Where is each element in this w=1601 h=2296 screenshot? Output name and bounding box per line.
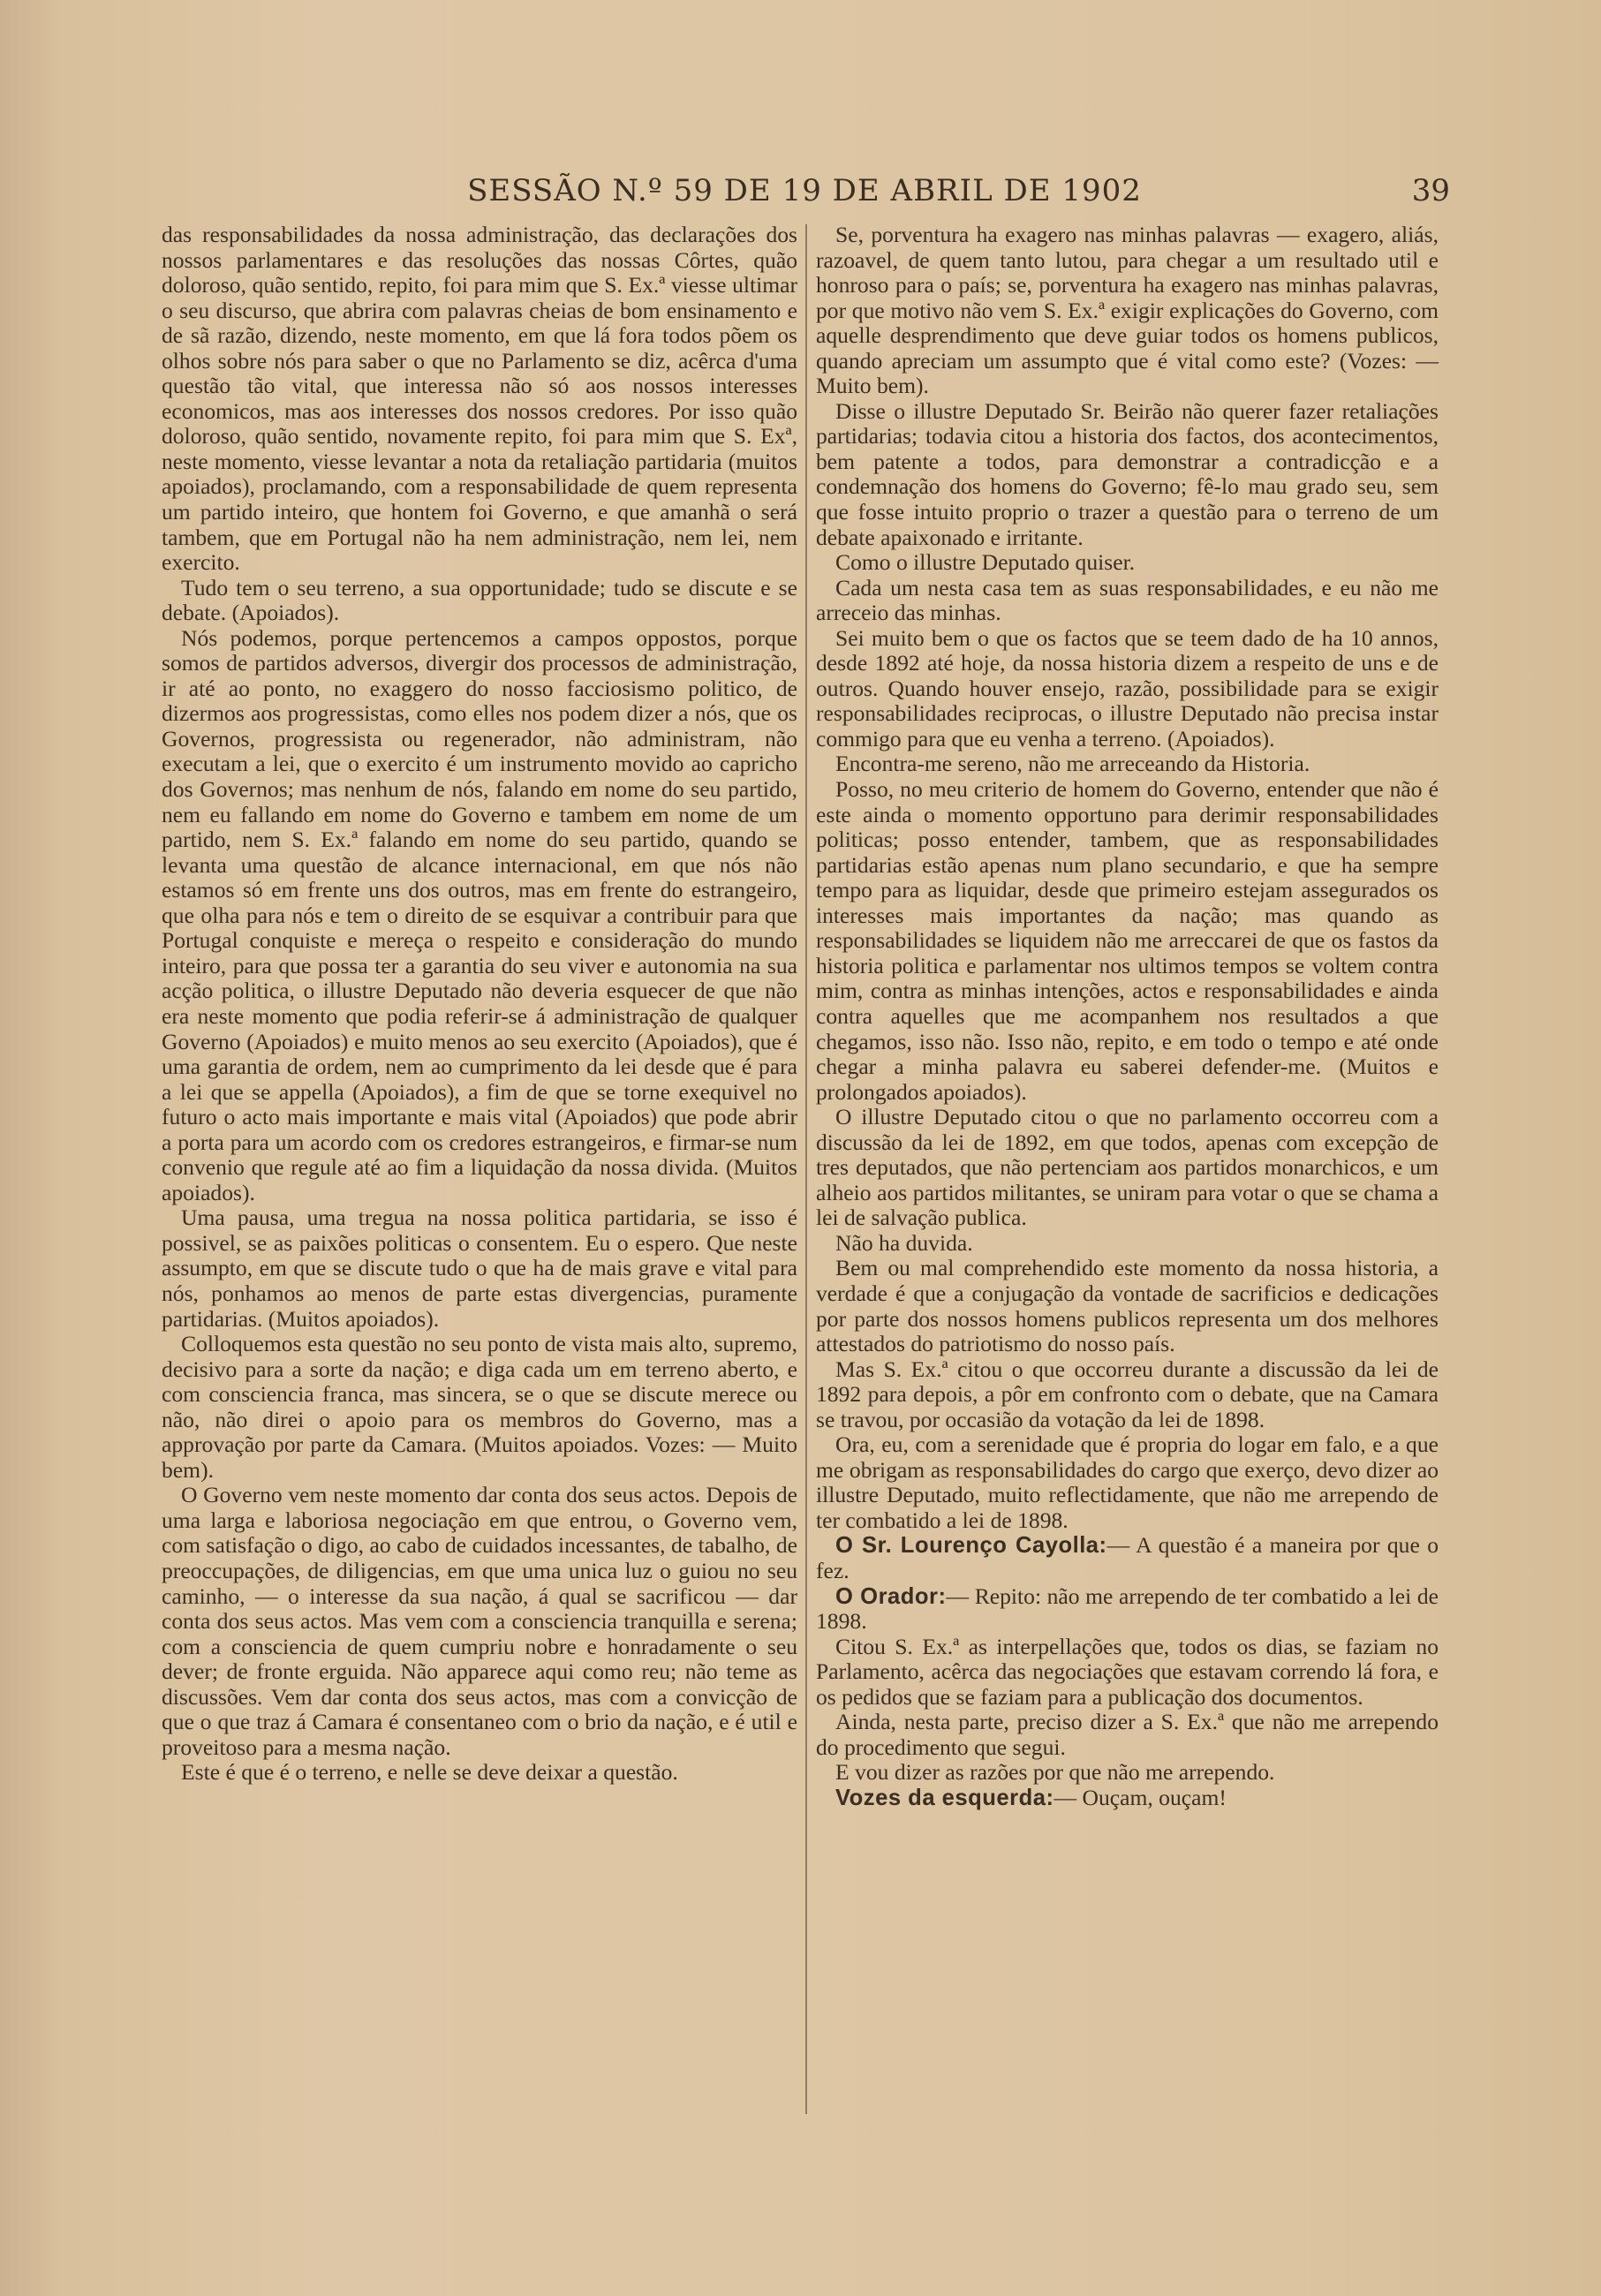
speaker-name: O Sr. Lourenço Cayolla: xyxy=(835,1533,1107,1559)
page-header xyxy=(159,173,1450,214)
paragraph-text: Como o illustre Deputado quiser. xyxy=(835,549,1136,576)
paragraph-text: das responsabilidades da nossa administração, das declarações dos nossos parlamentares e das resoluções das nossas Côrtes, quão doloroso, quão sentido, repito, foi para mim que S. Ex.ª viesse ultimar o seu discurso, que abrira com palavras cheias de bom ensinamento e de sã razão, dizendo, neste momento, em que lá fora todos põem os olhos sobre nós para saber o que no Parlamento se diz, acêrca d'uma questão tão vital, que interessa não só aos nossos interesses economicos, mas aos interesses dos nossos credores. Por isso quão doloroso, quão sentido, novamente repito, foi para mim que S. Exª, neste momento, viesse levantar a nota da retaliação partidaria (muitos apoiados), proclamando, com a responsabilidade de quem representa um partido inteiro, que hontem foi Governo, e que amanhã o será tambem, que em Portugal não ha nem administração, nem lei, nem exercito. xyxy=(162,222,797,576)
paragraph-text: Uma pausa, uma tregua na nossa politica partidaria, se isso é possivel, se as paixões politicas o consentem. Eu o espero. Que neste assumpto, em que se discute tudo o que ha de mais grave e vital para nós, ponhamos ao menos de parte estas divergencias, puramente partidarias. (Muitos apoiados). xyxy=(162,1205,797,1332)
paragraph xyxy=(816,1584,1439,1635)
paragraph xyxy=(816,751,1439,777)
paragraph-text: Ainda, nesta parte, preciso dizer a S. Ex.ª que não me arrependo do procedimento que segui. xyxy=(816,1709,1439,1760)
paragraph-text: Nós podemos, porque pertencemos a campos oppostos, porque somos de partidos adversos, divergir dos processos de administração, ir até ao ponto, no exaggero do nosso facciosismo politico, de dizermos aos progressistas, como elles nos podem dizer a nós, que os Governos, progressista ou regenerador, não administram, não executam a lei, que o exercito é um instrumento movido ao capricho dos Governos; mas nenhum de nós, falando em nome do seu partido, nem eu fallando em nome do Governo e tambem em nome de um partido, nem S. Ex.ª falando em nome do seu partido, quando se levanta uma questão de alcance internacional, em que nós não estamos só em frente uns dos outros, mas em frente do estrangeiro, que olha para nós e tem o direito de se esquivar a contribuir para que Portugal conquiste e mereça o respeito e consideração do mundo inteiro, para que possa ter a garantia do seu viver e autonomia na sua acção politica, o illustre Deputado não deveria esquecer de que não era neste momento que podia referir-se á administração de qualquer Governo (Apoiados) e muito menos ao seu exercito (Apoiados), que é uma garantia de ordem, nem ao cumprimento da lei desde que é para a lei que se appella (Apoiados), a fim de que se torne exequivel no futuro o acto mais importante e mais vital (Apoiados) que pode abrir a porta para um acordo com os credores estrangeiros, e firmar-se num convenio que regule até ao fim a liquidação da nossa divida. (Muitos apoiados). xyxy=(162,624,797,1205)
paragraph-text: Posso, no meu criterio de homem do Governo, entender que não é este ainda o momento opportuno para derimir responsabilidades politicas; posso entender, tambem, que as responsabilidades partidarias estão apenas num plano secundario, e que ha sempre tempo para as liquidar, desde que primeiro estejam assegurados os interesses mais importantes da nação; mas quando as responsabilidades se liquidem não me arreccarei de que os fastos da historia politica e parlamentar nos ultimos tempos se voltem contra mim, contra as minhas intenções, actos e responsabilidades e ainda contra aquelles que me acompanhem nos resultados a que chegamos, isso não. Isso não, repito, e em todo o tempo e até onde chegar a minha palavra eu saberei defender-me. (Muitos e prolongados apoiados). xyxy=(816,776,1439,1105)
paragraph-text: Colloquemos esta questão no seu ponto de vista mais alto, supremo, decisivo para a sorte da nação; e diga cada um em terreno aberto, e com consciencia franca, mas sincera, se o que se discute merece ou não, não direi o apoio para os membros do Governo, mas a approvação por parte da Camara. (Muitos apoiados. Vozes: — Muito bem). xyxy=(162,1331,797,1483)
paragraph-text: Não ha duvida. xyxy=(835,1229,973,1256)
column-divider xyxy=(805,224,807,2114)
paragraph xyxy=(162,1205,797,1332)
paragraph-text: Bem ou mal comprehendido este momento da nossa historia, a verdade é que a conjugação da vontade de sacrificios e dedicações por parte dos nossos homens publicos representa um dos melhores attestados do patriotismo do nosso país. xyxy=(816,1255,1439,1357)
paragraph xyxy=(816,1710,1439,1760)
paragraph xyxy=(816,1357,1439,1433)
paragraph-text: Encontra-me sereno, não me arreceando da Historia. xyxy=(835,751,1310,777)
paragraph xyxy=(816,1533,1439,1583)
paragraph-text: — Ouçam, ouçam! xyxy=(1053,1784,1227,1810)
paragraph xyxy=(162,223,797,576)
paragraph-text: Cada um nesta casa tem as suas responsabilidades, e eu não me arreceio das minhas. xyxy=(816,574,1439,626)
paragraph-text: Sei muito bem o que os factos que se teem dado de ha 10 annos, desde 1892 até hoje, da nossa historia dizem a respeito de uns e de outros. Quando houver ensejo, razão, possibilidade para se exigir responsabilidades reciprocas, o illustre Deputado não precisa instar commigo para que eu venha a terreno. (Apoiados). xyxy=(816,624,1439,751)
speaker-name: O Orador: xyxy=(835,1583,947,1609)
paragraph-text: — Repito: não me arrependo de ter combatido a lei de 1898. xyxy=(816,1582,1439,1635)
paragraph xyxy=(816,399,1439,550)
paragraph xyxy=(816,576,1439,626)
paragraph xyxy=(162,1332,797,1483)
paragraph-text: Tudo tem o seu terreno, a sua opportunidade; tudo se discute e se debate. (Apoiados). xyxy=(162,574,797,626)
paragraph-text: Ora, eu, com a serenidade que é propria do logar em falo, e a que me obrigam as responsabilidades do cargo que exerço, devo dizer ao illustre Deputado, muito reflectidamente, que não me arrependo de ter combatido a lei de 1898. xyxy=(816,1431,1439,1533)
paragraph xyxy=(816,1432,1439,1533)
paragraph xyxy=(162,1760,797,1786)
paragraph xyxy=(816,1760,1439,1786)
paragraph-text: Mas S. Ex.ª citou o que occorreu durante a discussão da lei de 1892 para depois, a pôr em confronto com o debate, que na Camara se travou, por occasião da votação da lei de 1898. xyxy=(816,1356,1439,1432)
right-column xyxy=(816,223,1439,1810)
paragraph-text: Disse o illustre Deputado Sr. Beirão não querer fazer retaliações partidarias; todavia citou a historia dos factos, dos acontecimentos, bem patente a todos, para demonstrar a contradicção e a condemnação dos homens do Governo; fê-lo mau grado seu, sem que fosse intuito proprio o trazer a questão para o terreno de um debate apaixonado e irritante. xyxy=(816,397,1439,550)
paragraph-text: — A questão é a maneira por que o fez. xyxy=(816,1532,1439,1583)
page-number: 39 xyxy=(1411,173,1450,208)
paragraph xyxy=(816,626,1439,752)
paragraph xyxy=(816,550,1439,576)
paragraph xyxy=(816,1231,1439,1257)
paragraph-text: O illustre Deputado citou o que no parlamento occorreu com a discussão da lei de 1892, em que todos, apenas com excepção de tres deputados, que não pertenciam aos partidos monarchicos, e um alheio aos partidos militantes, se uniram para votar o que se chama a lei de salvação publica. xyxy=(816,1104,1439,1231)
session-title: SESSÃO N.º 59 DE 19 DE ABRIL DE 1902 xyxy=(467,173,1142,208)
paragraph xyxy=(816,1105,1439,1231)
paragraph xyxy=(162,626,797,1206)
paragraph-text: O Governo vem neste momento dar conta dos seus actos. Depois de uma larga e laboriosa negociação em que entrou, o Governo vem, com satisfação o digo, ao cabo de cuidados incessantes, de tabalho, de preoccupações, de diligencias, em que uma unica luz o guiou no seu caminho, — o interesse da sua nação, á qual se sacrificou — dar conta dos seus actos. Mas vem com a consciencia tranquilla e serena; com a consciencia de quem cumpriu nobre e honradamente o seu dever; de fronte erguida. Não apparece aqui como reu; não teme as discussões. Vem dar conta dos seus actos, mas com a convicção de que o que traz á Camara é consentaneo com o brio da nação, e é util e proveitoso para a mesma nação. xyxy=(162,1482,797,1760)
paragraph xyxy=(162,576,797,626)
speaker-name: Vozes da esquerda: xyxy=(835,1785,1054,1810)
left-column xyxy=(162,223,797,1786)
paragraph-text: Este é que é o terreno, e nelle se deve deixar a questão. xyxy=(181,1759,678,1786)
paragraph-text: E vou dizer as razões por que não me arrependo. xyxy=(835,1759,1275,1786)
paragraph-text: Citou S. Ex.ª as interpellações que, todos os dias, se faziam no Parlamento, acêrca das negociações que estavam correndo lá fora, e os pedidos que se faziam para a publicação dos documentos. xyxy=(816,1633,1439,1710)
paragraph xyxy=(162,1483,797,1760)
paragraph xyxy=(816,777,1439,1105)
paragraph xyxy=(816,223,1439,399)
paragraph xyxy=(816,1256,1439,1356)
paragraph xyxy=(816,1635,1439,1711)
paragraph-text: Se, porventura ha exagero nas minhas palavras — exagero, aliás, razoavel, de quem tanto lutou, para chegar a um resultado util e honroso para o país; se, porventura ha exagero nas minhas palavras, por que motivo não vem S. Ex.ª exigir explicações do Governo, com aquelle desprendimento que deve guiar todos os homens publicos, quando apreciam um assumpto que é vital como este? (Vozes: — Muito bem). xyxy=(816,222,1439,399)
paragraph xyxy=(816,1786,1439,1811)
